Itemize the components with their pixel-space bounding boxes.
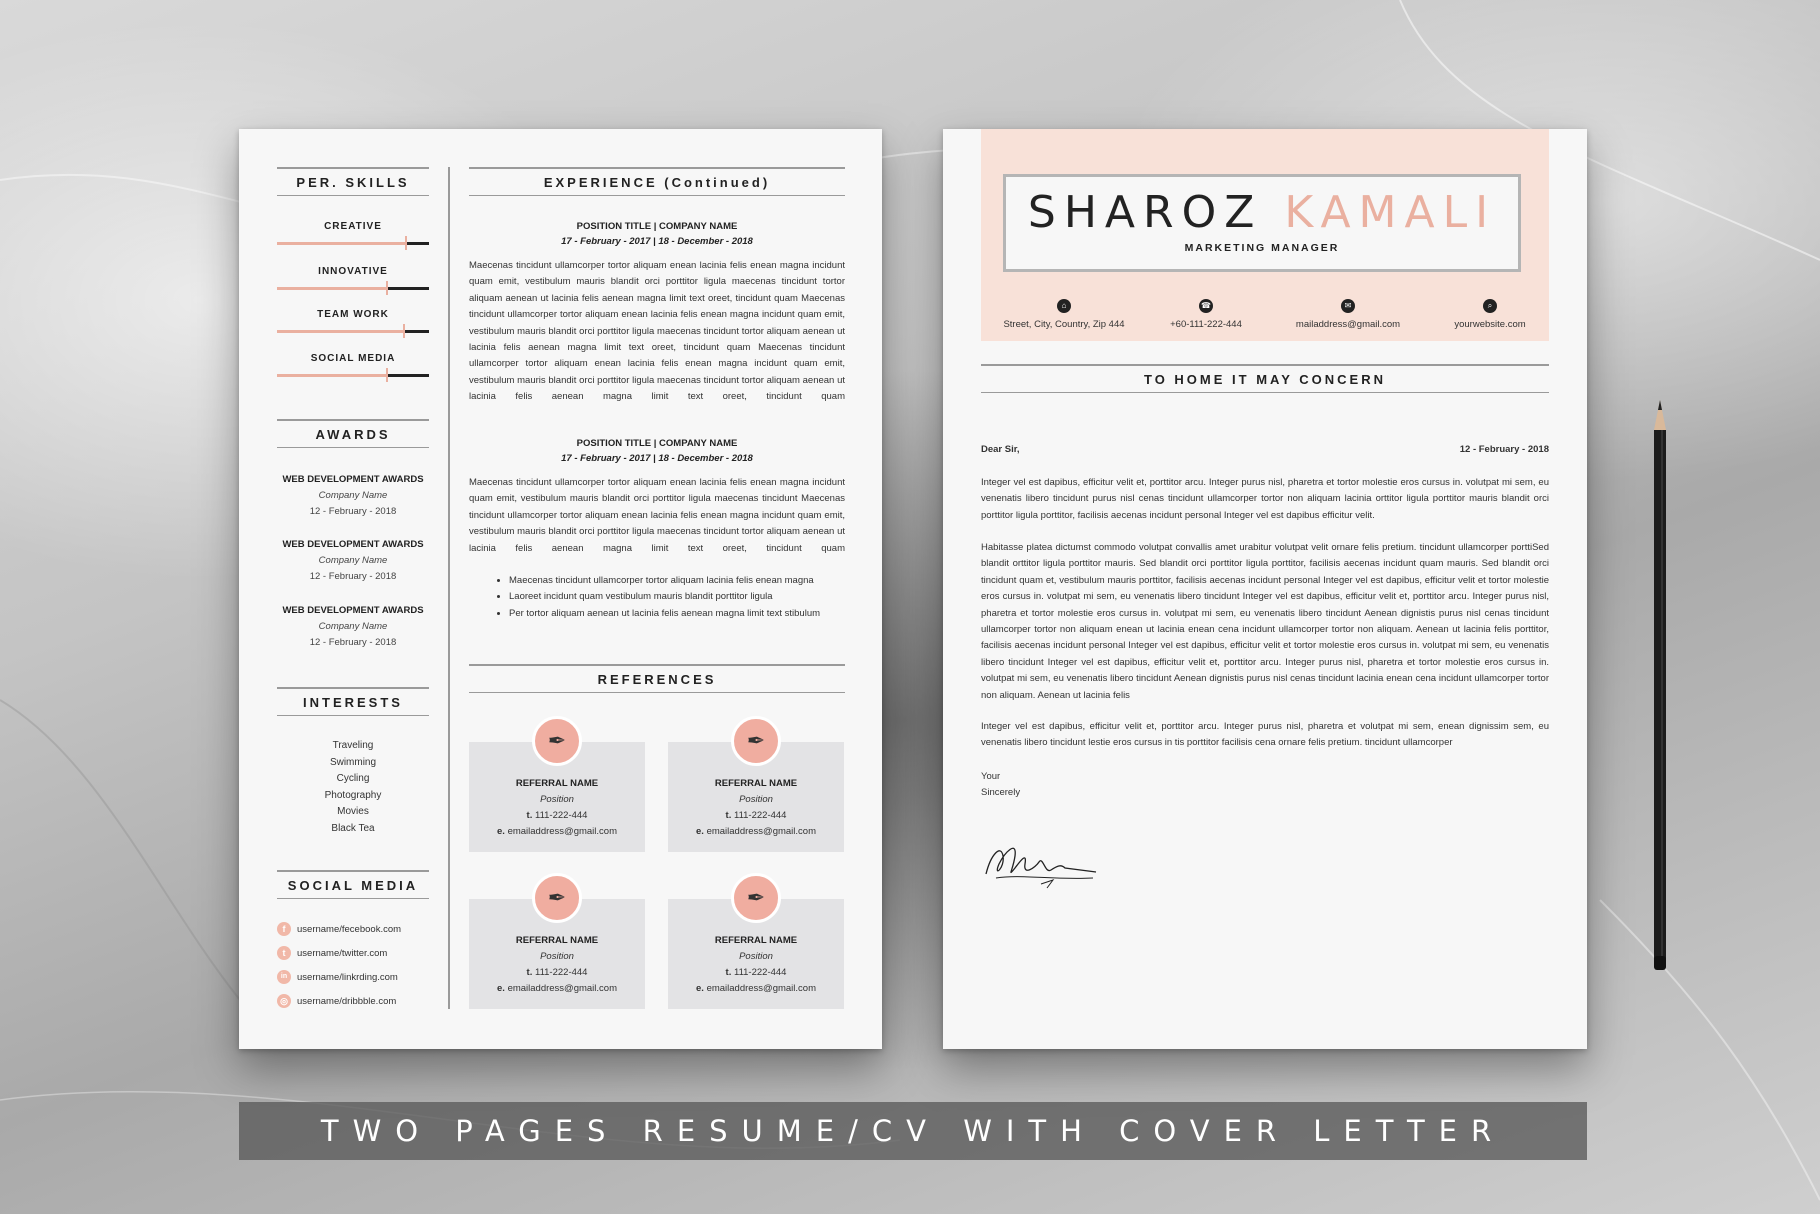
contact-text: yourwebsite.com	[1454, 319, 1526, 330]
position-header	[469, 438, 845, 464]
skill-knob	[386, 281, 388, 295]
referral-phone: t. 111-222-444	[526, 967, 588, 978]
referral-phone: t. 111-222-444	[526, 810, 588, 821]
award-company: Company Name	[318, 621, 388, 632]
skills-heading: PER. SKILLS	[277, 167, 429, 196]
references-heading: REFERENCES	[469, 664, 845, 693]
home-icon: ⌂	[1057, 299, 1071, 313]
skill-knob	[403, 324, 405, 338]
signature	[981, 834, 1101, 894]
contact-phone	[1136, 299, 1276, 330]
bullet-item: • Laoreet incidunt quam vestibulum mauris blandit porttitor ligula	[509, 589, 885, 605]
full-name	[1006, 187, 1518, 238]
interest-item: Photography	[324, 789, 382, 801]
referral-phone: t. 111-222-444	[725, 810, 787, 821]
experience-heading: EXPERIENCE (Continued)	[469, 167, 845, 196]
contact-address	[981, 299, 1147, 330]
award-item	[277, 472, 429, 520]
skill-bar	[277, 374, 429, 377]
salutation: Dear Sir,	[981, 444, 1020, 455]
position-bullets	[469, 573, 885, 622]
referral-position: Position	[739, 951, 773, 962]
interest-item: Black Tea	[331, 822, 375, 834]
reference-card	[469, 728, 645, 852]
referral-name: REFERRAL NAME	[714, 935, 798, 946]
facebook-icon: f	[277, 922, 291, 936]
award-item	[277, 603, 429, 651]
letter-paragraph: Integer vel est dapibus, efficitur velit et, porttitor arcu. Integer purus nisl, pharetra et volutpat mi sem, enean dignissim sem, eu venenatis libero tincidunt lestie eros cursus in tis porttitor facilisis cena ornare felis pretium. tincidunt ullamcorper	[981, 721, 1549, 749]
bullet-item: • Maecenas tincidunt ullamcorper tortor aliquam lacinia felis enean magna	[509, 573, 885, 589]
position-title: POSITION TITLE | COMPANY NAME	[576, 221, 738, 232]
skill-fill	[277, 287, 386, 290]
skill-fill	[277, 330, 403, 333]
header-band	[981, 129, 1549, 341]
referral-position: Position	[540, 794, 574, 805]
award-title: WEB DEVELOPMENT AWARDS	[282, 539, 424, 550]
interest-item: Movies	[337, 806, 369, 817]
social-link: username/dribbble.com	[297, 995, 397, 1007]
closing-line: Sincerely	[981, 787, 1021, 798]
social-twitter[interactable]	[277, 946, 437, 960]
referral-position: Position	[540, 951, 574, 962]
interest-item: Traveling	[332, 740, 374, 751]
award-title: WEB DEVELOPMENT AWARDS	[282, 474, 424, 485]
position-description: Maecenas tincidunt ullamcorper tortor aliquam enean lacinia felis enean magna incidunt quam emit, vestibulum mauris blandit orci porttitor ligula maecenas tincidunt Maecenas tincidunt ullamcorper tortor aliquam enean lacinia felis enean magna incidunt quam emit, vestibulum mauris blandit orci porttitor ligula maecenas tincidunt tortor aliquam aenean ut lacinia felis aenean magna limit text oreet, tincidunt quam	[469, 477, 845, 554]
award-title: WEB DEVELOPMENT AWARDS	[282, 605, 424, 616]
letter-paragraph: Habitasse platea dictumst commodo volutpat convallis amet urabitur volutpat velit ornare felis pretium. tincidunt ullamcorper porttiSed blandit orttitor ligula porttitor mauris. Sed blandit orci porttitor ligula porttitor, facilisis aecenas incidunt quam mauris. Sed blandit orci tincidunt quam et, vestibulum mauris porttitor, facilisis aecenas incidunt personal Integer vel est dapibus, efficitur velit et tortor molestie eros cursus in. volutpat mi sem, eu venenatis libero tincidunt Integer vel est dapibus, efficitur velit et, porttitor arcu. Integer purus nisl, pharetra et tortor molestie eros cursus in. volutpat mi sem, eu venenatis libero tincidunt Aenean dignistis purus nisl cenas tincidunt ullamcorper tortor non aliquam enean ut lacinia enean cena incidunt ullamcorper tortor non aliquam. Aenean ut lacinia felis porttitor, facilisis aecenas incidunt personal Integer vel est dapibus, efficitur velit et tortor molestie eros cursus in. volutpat mi sem, eu venenatis libero tincidunt Integer vel est dapibus, efficitur velit et, porttitor arcu. Integer purus nisl, pharetra et tortor molestie eros cursus in. volutpat mi sem, eu venenatis libero tincidunt Aenean dignistis purus nisl cenas tincidunt lacinia enean cena incidunt ullamcorper tortor non aliquam. Aenean ut lacinia felis	[981, 542, 1549, 701]
dribbble-icon: ◎	[277, 994, 291, 1008]
social-link: username/linkrding.com	[297, 971, 398, 983]
interests-heading: INTERESTS	[277, 687, 429, 716]
job-title: MARKETING MANAGER	[1184, 242, 1340, 254]
skill-bar	[277, 242, 429, 245]
referral-email: e. emailaddress@gmail.com	[695, 983, 816, 994]
referral-email: e. emailaddress@gmail.com	[496, 826, 617, 837]
reference-card	[668, 728, 844, 852]
feather-icon: ✒	[532, 716, 582, 766]
award-company: Company Name	[318, 555, 388, 566]
position-dates: 17 - February - 2017 | 18 - December - 2018	[561, 236, 753, 247]
reference-card	[469, 885, 645, 1009]
reference-card	[668, 885, 844, 1009]
social-dribbble[interactable]	[277, 994, 437, 1008]
skill-knob	[386, 368, 388, 382]
column-divider	[448, 167, 450, 1009]
award-item	[277, 537, 429, 585]
skill-bar	[277, 287, 429, 290]
referral-name: REFERRAL NAME	[714, 778, 798, 789]
interests-list	[277, 738, 429, 837]
skill-label: INNOVATIVE	[318, 266, 388, 277]
globe-icon: ⌕	[1483, 299, 1497, 313]
social-linkedin[interactable]	[277, 970, 437, 984]
feather-icon: ✒	[532, 873, 582, 923]
mail-icon: ✉	[1341, 299, 1355, 313]
referral-email: e. emailaddress@gmail.com	[496, 983, 617, 994]
closing-line: Your	[981, 771, 1001, 782]
social-link: username/fecebook.com	[297, 923, 402, 935]
position-dates: 17 - February - 2017 | 18 - December - 2018	[561, 453, 753, 464]
contact-email[interactable]	[1273, 299, 1423, 330]
skill-creative	[277, 221, 429, 245]
first-name: SHAROZ	[1027, 187, 1263, 238]
position-description: Maecenas tincidunt ullamcorper tortor aliquam enean lacinia felis enean magna incidunt quam emit, vestibulum mauris blandit orci porttitor ligula maecenas tincidunt tortor aliquam aenean ut lacinia felis aenean magna limit text oreet, tincidunt quam Maecenas tincidunt ullamcorper tortor aliquam enean lacinia felis enean magna incidunt quam emit, vestibulum mauris blandit orci porttitor ligula maecenas tincidunt tortor aliquam aenean ut lacinia felis aenean magna limit text oreet, tincidunt quam Maecenas tincidunt ullamcorper tortor aliquam enean lacinia felis enean magna incidunt quam emit, vestibulum mauris blandit orci porttitor ligula maecenas tincidunt tortor aliquam aenean ut lacinia felis aenean magna limit text oreet, tincidunt quam	[469, 260, 845, 403]
skill-fill	[277, 242, 405, 245]
award-date: 12 - February - 2018	[309, 506, 397, 517]
contact-text: mailaddress@gmail.com	[1295, 319, 1401, 330]
referral-position: Position	[739, 794, 773, 805]
skill-knob	[405, 236, 407, 250]
skill-fill	[277, 374, 386, 377]
skill-bar	[277, 330, 429, 333]
letter-heading: TO HOME IT MAY CONCERN	[981, 364, 1549, 393]
position-header	[469, 221, 845, 247]
bullet-item: • Per tortor aliquam aenean ut lacinia felis aenean magna limit text stibulum	[509, 606, 885, 622]
skill-label: SOCIAL MEDIA	[310, 353, 396, 364]
last-name: KAMALI	[1284, 187, 1497, 238]
cover-letter-page	[943, 129, 1587, 1049]
skill-innovative	[277, 266, 429, 290]
position-title: POSITION TITLE | COMPANY NAME	[576, 438, 738, 449]
interest-item: Swimming	[329, 756, 377, 768]
skill-label: CREATIVE	[324, 221, 382, 232]
title-banner: TWO PAGES RESUME/CV WITH COVER LETTER	[239, 1102, 1587, 1160]
resume-page-2	[239, 129, 882, 1049]
interest-item: Cycling	[336, 773, 370, 784]
feather-icon: ✒	[731, 716, 781, 766]
pencil-decoration	[1648, 400, 1672, 970]
awards-heading: AWARDS	[277, 419, 429, 448]
referral-phone: t. 111-222-444	[725, 967, 787, 978]
letter-date: 12 - February - 2018	[1459, 444, 1549, 455]
contact-website[interactable]	[1431, 299, 1549, 330]
phone-icon: ☎	[1199, 299, 1213, 313]
award-date: 12 - February - 2018	[309, 571, 397, 582]
skill-label: TEAM WORK	[317, 309, 389, 320]
letter-paragraph: Integer vel est dapibus, efficitur velit et, porttitor arcu. Integer purus nisl, pharetra et tortor molestie eros cursus in. volutpat mi sem, eu venenatis libero tincidunt purus nisl cenas tincidunt ullamcorper tortor non aliquam lacinia orttitor ligula porttitor mauris blandit orci porttitor ligula porttitor, facilisis aecenas incidunt personal Integer vel est dapibus efficitur velit.	[981, 477, 1549, 521]
skill-team-work	[277, 309, 429, 333]
twitter-icon: t	[277, 946, 291, 960]
award-date: 12 - February - 2018	[309, 637, 397, 648]
social-link: username/twitter.com	[297, 947, 388, 959]
linkedin-icon: in	[277, 970, 291, 984]
social-facebook[interactable]	[277, 922, 437, 936]
social-heading: SOCIAL MEDIA	[277, 870, 429, 899]
contact-text: +60-111-222-444	[1170, 319, 1242, 330]
referral-name: REFERRAL NAME	[515, 778, 599, 789]
contact-text: Street, City, Country, Zip 444	[1003, 319, 1125, 330]
skill-social-media	[277, 353, 429, 377]
feather-icon: ✒	[731, 873, 781, 923]
name-box	[1003, 174, 1521, 272]
award-company: Company Name	[318, 490, 388, 501]
referral-email: e. emailaddress@gmail.com	[695, 826, 816, 837]
referral-name: REFERRAL NAME	[515, 935, 599, 946]
